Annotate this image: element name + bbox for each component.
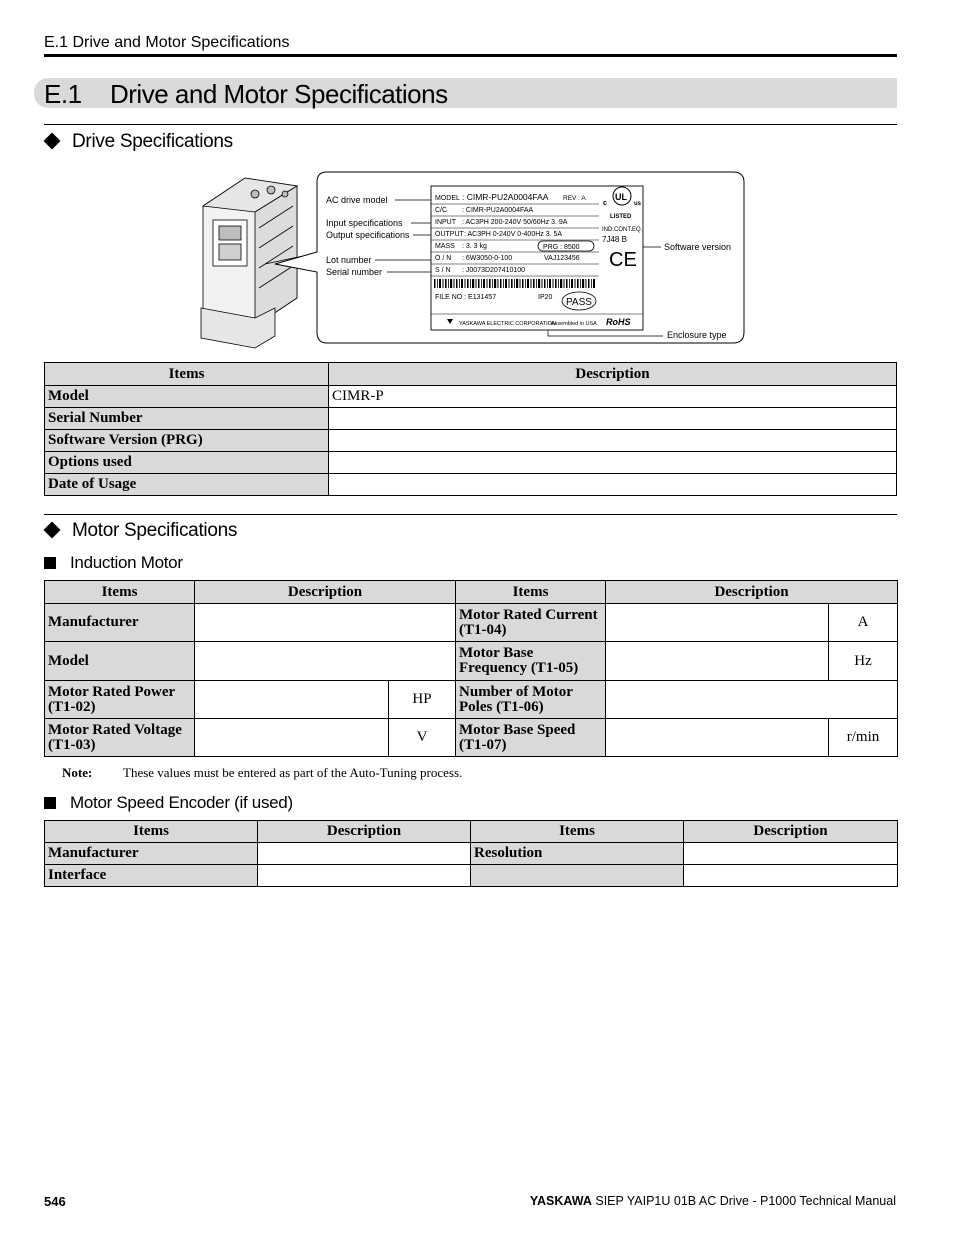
note	[62, 765, 462, 781]
plate-rev: REV : A	[563, 195, 586, 202]
diamond-bullet-icon	[44, 521, 61, 538]
table-row	[45, 386, 897, 408]
row-value-field[interactable]	[329, 452, 897, 474]
encoder-table	[44, 820, 898, 887]
column-header: Description	[684, 821, 898, 843]
callout-input-specs: Input specifications	[326, 218, 403, 228]
row-value-field[interactable]	[606, 642, 829, 681]
row-label: Resolution	[471, 843, 684, 865]
section-title	[44, 79, 448, 110]
plate-input-value: : AC3PH 200-240V 50/60Hz 3. 9A	[462, 219, 568, 226]
column-header: Items	[471, 821, 684, 843]
footer-title	[530, 1194, 896, 1208]
row-value-field[interactable]	[606, 719, 829, 757]
square-bullet-icon	[44, 557, 56, 569]
row-label: Motor Base Speed (T1-07)	[456, 719, 606, 757]
row-value-field[interactable]	[258, 843, 471, 865]
row-value-field[interactable]	[606, 681, 898, 719]
square-bullet-icon	[44, 797, 56, 809]
row-value-field[interactable]	[329, 430, 897, 452]
row-label: Manufacturer	[45, 843, 258, 865]
column-header: Description	[329, 363, 897, 386]
callout-ac-drive-model: AC drive model	[326, 195, 388, 205]
motor-specs-heading	[44, 520, 237, 542]
table-row	[45, 452, 897, 474]
row-label: Motor Base Frequency (T1-05)	[456, 642, 606, 681]
column-header: Items	[456, 581, 606, 604]
row-label	[471, 865, 684, 887]
plate-on-key: O / N	[435, 255, 452, 262]
column-header: Items	[45, 581, 195, 604]
plate-sn-value: : J0073D207410100	[462, 267, 526, 274]
row-label: Model	[45, 642, 195, 681]
table-row	[45, 604, 898, 642]
induction-motor-heading-text: Induction Motor	[70, 553, 183, 572]
header-rule	[44, 54, 897, 57]
row-label: Interface	[45, 865, 258, 887]
unit-label: V	[389, 719, 456, 757]
plate-sn-key: S / N	[435, 267, 451, 274]
row-value-field[interactable]	[684, 865, 898, 887]
plate-ul: UL	[615, 192, 627, 202]
row-value-field[interactable]	[606, 604, 829, 642]
page-number: 546	[44, 1194, 66, 1209]
induction-motor-heading	[44, 553, 183, 573]
callout-enclosure-type: Enclosure type	[667, 330, 727, 340]
plate-lot: VAJ123456	[544, 255, 580, 262]
callout-software-version: Software version	[664, 242, 732, 252]
note-text: These values must be entered as part of the Auto-Tuning process.	[123, 765, 463, 780]
row-value-field[interactable]: CIMR-P	[329, 386, 897, 408]
drive-specs-heading-text: Drive Specifications	[72, 131, 233, 152]
plate-pass: PASS	[566, 297, 592, 308]
plate-rohs: RoHS	[606, 317, 631, 327]
table-row	[45, 430, 897, 452]
plate-on-value: : 6W3050-0-100	[462, 255, 513, 262]
plate-cc-value: : CIMR-PU2A0004FAA	[462, 207, 534, 214]
plate-listed: LISTED	[610, 214, 632, 220]
plate-mass-key: MASS	[435, 243, 455, 250]
table-row	[45, 642, 898, 681]
table-row	[45, 865, 898, 887]
row-value-field[interactable]	[684, 843, 898, 865]
nameplate-label	[431, 186, 643, 330]
row-label: Serial Number	[45, 408, 329, 430]
column-header: Items	[45, 363, 329, 386]
plate-ul-c: c	[603, 200, 607, 207]
row-label: Motor Rated Voltage (T1-03)	[45, 719, 195, 757]
plate-output-value: : AC3PH 0-240V 0-400Hz 3. 5A	[464, 231, 563, 238]
plate-input-key: INPUT	[435, 219, 456, 226]
row-label: Number of Motor Poles (T1-06)	[456, 681, 606, 719]
row-value-field[interactable]	[195, 604, 456, 642]
row-value-field[interactable]	[329, 408, 897, 430]
unit-label: A	[829, 604, 898, 642]
row-label: Options used	[45, 452, 329, 474]
motor-specs-heading-text: Motor Specifications	[72, 520, 238, 541]
column-header: Description	[195, 581, 456, 604]
row-label: Date of Usage	[45, 474, 329, 496]
row-label: Model	[45, 386, 329, 408]
plate-output-key: OUTPUT	[435, 231, 464, 238]
encoder-heading-text: Motor Speed Encoder (if used)	[70, 793, 293, 812]
drive-spec-table	[44, 362, 897, 496]
running-head: E.1 Drive and Motor Specifications	[44, 34, 290, 51]
section-rule	[44, 124, 897, 125]
row-label: Software Version (PRG)	[45, 430, 329, 452]
row-value-field[interactable]	[195, 642, 456, 681]
plate-prg: PRG : 8500	[543, 244, 580, 251]
table-row	[45, 408, 897, 430]
plate-model-value: : CIMR-PU2A0004FAA	[462, 192, 549, 202]
ce-mark-icon: CE	[609, 249, 637, 271]
plate-maker: YASKAWA ELECTRIC CORPORATION	[459, 321, 556, 327]
encoder-heading	[44, 793, 293, 813]
note-label: Note:	[62, 765, 93, 780]
callout-lot-number: Lot number	[326, 255, 372, 265]
row-value-field[interactable]	[195, 681, 389, 719]
column-header: Description	[606, 581, 898, 604]
callout-output-specs: Output specifications	[326, 230, 410, 240]
table-row	[45, 843, 898, 865]
induction-motor-table	[44, 580, 898, 757]
plate-ul-us: us	[634, 201, 642, 207]
column-header: Description	[258, 821, 471, 843]
row-value-field[interactable]	[258, 865, 471, 887]
table-row	[45, 681, 898, 719]
row-label: Motor Rated Power (T1-02)	[45, 681, 195, 719]
plate-mass-value: : 3. 3 kg	[462, 243, 487, 250]
footer-brand: YASKAWA	[529, 1194, 592, 1208]
row-label: Motor Rated Current (T1-04)	[456, 604, 606, 642]
unit-label: Hz	[829, 642, 898, 681]
plate-assembled: Assembled in USA	[551, 321, 597, 327]
row-label: Manufacturer	[45, 604, 195, 642]
plate-ip: IP20	[538, 294, 553, 301]
callout-serial-number: Serial number	[326, 267, 383, 277]
nameplate-figure	[195, 168, 755, 353]
section-number: E.1	[44, 79, 82, 109]
plate-file-no: FILE NO : E131457	[435, 294, 497, 301]
drive-specs-heading	[44, 131, 233, 153]
plate-model-key: MODEL	[435, 195, 460, 202]
diamond-bullet-icon	[44, 132, 61, 149]
section-title-text: Drive and Motor Specifications	[110, 79, 448, 109]
table-row	[45, 474, 897, 496]
footer-doc: SIEP YAIP1U 01B AC Drive - P1000 Technical Manual	[595, 1194, 896, 1208]
motor-section-rule	[44, 514, 897, 515]
plate-cc-key: C/C	[435, 207, 448, 214]
column-header: Items	[45, 821, 258, 843]
row-value-field[interactable]	[329, 474, 897, 496]
table-row	[45, 719, 898, 757]
plate-ind-code: 7J48 B	[602, 235, 627, 244]
unit-label: r/min	[829, 719, 898, 757]
unit-label: HP	[389, 681, 456, 719]
plate-ind-cont: IND.CONT.EQ.	[602, 227, 643, 233]
row-value-field[interactable]	[195, 719, 389, 757]
